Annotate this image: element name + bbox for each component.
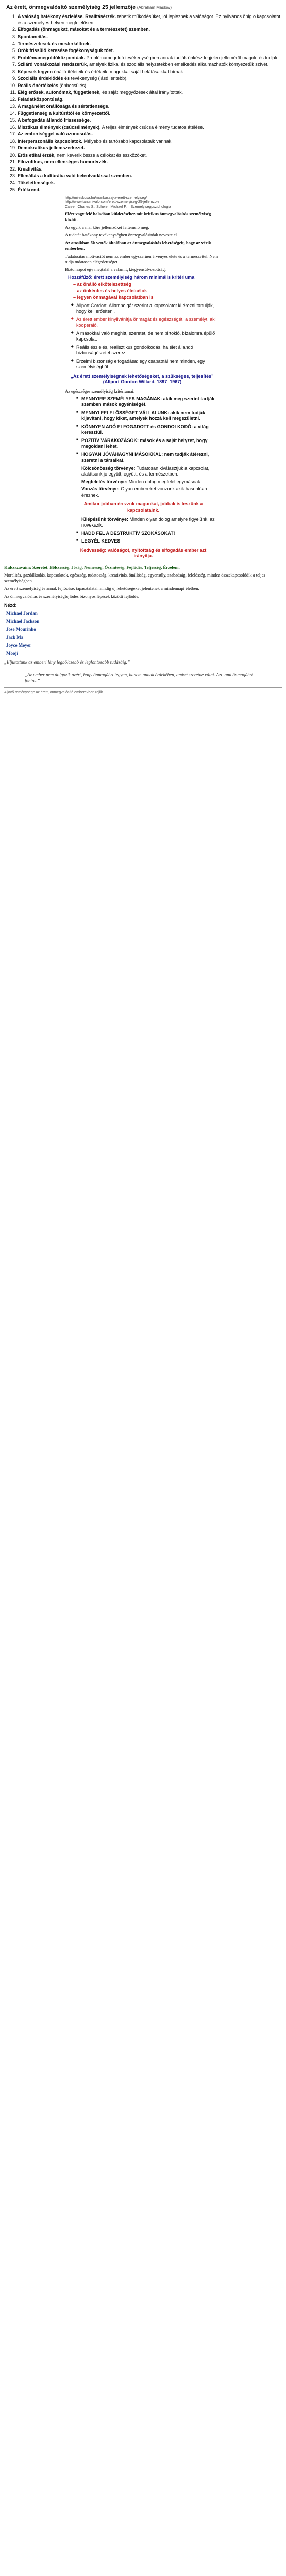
trait-text: Mélyebb és tartósabb kapcsolataik vannak. <box>83 138 173 144</box>
trait-text: (önbecsülés). <box>59 82 88 88</box>
link-3[interactable]: Carver, Charles S., Scheier, Michael F. – Személyiségpszichológia <box>65 205 171 209</box>
trait-item <box>18 131 282 138</box>
trait-item <box>18 111 282 117</box>
allport-list <box>71 303 218 370</box>
allport-item: ◆ Érzelmi biztonság elfogadása: egy csapatnál nem minden, egy személyiségből. <box>71 359 218 370</box>
footer-text: A jövő reménysége az érett, önmegvalósító emberekben rejlik. <box>4 690 104 694</box>
trait-text: amelyek fizikai és szociális helyzetekben emelkedés alkalmazhatók környezetük szívét. <box>89 62 269 67</box>
trait-item <box>18 90 282 96</box>
trait-item <box>18 83 282 89</box>
allport-item: ◆ A másokkal való meghitt, szeretet, de nem birtokló, bizalomra épülő kapcsolat. <box>71 331 218 343</box>
source-links <box>65 196 282 209</box>
trait-text: tehetik működésüket, jól lepleznek a valóságot. Ez nyilvános önig o kapcsolatot és a személyes helyen megfelelősen. <box>18 14 280 25</box>
trait-label: Spontaneitás. <box>18 33 48 39</box>
names-list <box>4 603 282 657</box>
trait-item <box>18 104 282 110</box>
names-header: Nézd: <box>4 602 17 608</box>
allport-item: ◆ Allport Gordon: Állampolgár szerint a kapcsolatot ki érezni tanulják, hogy kell erősíteni. <box>71 303 218 315</box>
advice-item: ■ HADD FEL A DESTRUKTÍV SZOKÁSOKAT! <box>76 531 218 537</box>
law-reciprocity <box>81 466 215 478</box>
divider <box>4 687 282 688</box>
criteria-item: – az önálló elkötelezettség <box>73 282 218 288</box>
healthy-criteria-list <box>76 396 218 464</box>
trait-label: A befogadás állandó frissessége. <box>18 117 91 123</box>
trait-item <box>18 180 282 187</box>
trait-label: Misztikus élmények (csúcsélmények). <box>18 124 101 130</box>
trait-label: Problémamegoldóközpontúak. <box>18 55 86 60</box>
trait-label: A magánélet önállósága és sértetlensége. <box>18 104 110 109</box>
trait-item <box>18 125 282 131</box>
healthy-item: ■ KÖNNYEN ADÓ ELFOGADOTT és GONDOLKODÓ: a világ keresztül. <box>76 424 218 436</box>
criteria-list <box>68 275 218 300</box>
trait-item <box>18 62 282 68</box>
name-item: Jose Mourinho <box>6 626 36 632</box>
bottom-p1: Moralitás, gazdálkodás, kapcsolatok, egészség, tudatosság, kreativitás, önállóság, egyensúly, szabadság, felelősség, mindez összekapcsolódik a teljes személyiségben. <box>4 572 265 584</box>
healthy-item: ■ HOGYAN JÓVÁHAGYNI MÁSOKKAL: nem tudják átérezni, szeretni a társaikat. <box>76 452 218 464</box>
trait-text: önálló ítéleteik és értékeik, magukkal saját belátásaikkal bírnak. <box>54 69 184 74</box>
page <box>0 0 286 701</box>
allport-quote-author: (Allport Gordon Willard, 1897–1967) <box>103 379 182 385</box>
name-item: Jack Ma <box>6 634 24 640</box>
allport-item: ◆ Az érett ember kinyilvánítja önmagát és egészségét, a személyt, aki kooperáló. <box>71 317 218 329</box>
bottom-p2: Az érett személyiség és annak fejlődése, tapasztalatai mindig új lehetőségeket jelentenek a mindennapi életben. <box>4 586 199 591</box>
intro-p2: Az egyik a mai köre jellemzőket feltemelő meg. <box>65 225 149 230</box>
name-item: Joyce Meyer <box>6 642 31 648</box>
trait-label: Ellenállás a kultúrába való beleolvadással szemben. <box>18 173 132 179</box>
trait-label: A valóság hatékony észlelése. Realitásérzék. <box>18 14 116 20</box>
link-2[interactable]: http://www.tanulnivalo.com/erett-szemelyiseg-25-jellemzoje <box>65 200 160 205</box>
trait-item <box>18 117 282 124</box>
trait-text: és saját meggyőzések által irányítottak. <box>102 90 183 95</box>
law-head: Megfelelés törvénye: <box>81 479 128 484</box>
healthy-item: ■ MENNYI FELELŐSSÉGET VÁLLALUNK: akik nem tudják kijavítani, hogy kiket, amelyek hozzá kell megszületni. <box>76 410 218 422</box>
intro-p1: Elért vagy felé haladóan küldetéséhez mit kritikus önmegvalósítás személyiség között. <box>65 211 211 223</box>
criteria-item: – az önkéntes és helyes életcélok <box>73 288 218 294</box>
trait-label: Demokratikus jellemszerkezet. <box>18 145 85 151</box>
intro-section <box>65 211 220 273</box>
traits-list <box>4 14 282 193</box>
trait-text: nem keverik össze a célokat és eszközöket. <box>57 152 147 158</box>
advice-item: ■ LEGYÉL KEDVES <box>76 538 218 545</box>
law-head: Kölcsönösség törvénye: <box>81 465 136 471</box>
trait-label: Filozofikus, nem ellenséges humorérzék. <box>18 159 108 165</box>
trait-label: Interperszonális kapcsolatok. <box>18 138 83 144</box>
title-author: (Abraham Maslow) <box>137 5 172 10</box>
trait-label: Feladatközpontúság. <box>18 96 64 102</box>
trait-label: Reális önértékelés <box>18 82 59 88</box>
criteria-intro: Az egészséges személyiség kritériumai: <box>65 388 135 394</box>
name-item: Michael Jackson <box>6 618 40 624</box>
intro-p4: Az atosikban ők vették általában az önmegvalósítás lehetőségeit, hogy az vérik emberben. <box>65 240 211 251</box>
trait-item <box>18 97 282 103</box>
allport-quote-text: „Az érett személyiségnek lehetőségeket, a szükséges, teljesítés” <box>71 373 214 379</box>
trait-item <box>18 55 282 61</box>
law-text: Minden olyan dolog amelyre figyelünk, az növekszik. <box>81 516 215 528</box>
advice-list <box>76 531 218 545</box>
trait-text: A teljes élmények csúcsa élmény tudatos átélése. <box>102 124 204 130</box>
trait-item <box>18 187 282 193</box>
trait-item <box>18 159 282 165</box>
trait-item <box>18 145 282 151</box>
trait-label: Elég erősek, autonómak, függetlenek, <box>18 90 101 95</box>
trait-label: Értékrend. <box>18 187 41 193</box>
trait-item <box>18 152 282 159</box>
link-1[interactable]: http://mileskosa.hu/munkaszaj-a-erett-szemelyiseg/ <box>65 196 147 200</box>
allport-item: ◆ Reális észlelés, realisztikus gondolkodás, ha élet állandó biztonságérzetet szerez. <box>71 345 218 357</box>
trait-item <box>18 27 282 33</box>
healthy-item: ■ MENNYIRE SZEMÉLYES MAGÁNAK: akik meg szerint tartják szemben mások egyéniségét. <box>76 396 218 408</box>
trait-item <box>18 34 282 40</box>
healthy-item: ■ POZITÍV VÁRAKOZÁSOK: mások és a saját helyzet, hogy megoldani lehet. <box>76 438 218 450</box>
trait-item <box>18 41 282 47</box>
trait-item <box>18 166 282 173</box>
law-text: Olyan embereket vonzunk akik hasonlóan éreznek. <box>81 486 207 498</box>
trait-label: Kreativitás. <box>18 166 43 172</box>
trait-label: Elfogadás (önmagukat, másokat és a természetet) szemben. <box>18 27 150 32</box>
quote-1: „Eljutottunk az emberi lény legbölcsebb és legfontosabb tudásáig.” <box>4 659 130 665</box>
law-head: Kilépésünk törvénye: <box>81 516 129 522</box>
trait-label: Természetesek és mesterkéltnek. <box>18 41 91 46</box>
trait-label: Az emberiséggel való azonosulás. <box>18 131 93 137</box>
bottom-p3: Az önmegvalósítás és személyiségfejlődés bizonyos lépések közötti fejlődés. <box>4 594 140 599</box>
law-attraction <box>81 486 215 498</box>
trait-label: Tökéletlenségek. <box>18 180 55 185</box>
trait-item <box>18 139 282 145</box>
law-correspondence <box>81 479 215 485</box>
intro-p5: Tudatosítás motivációt nem az ember egyszerűen érvényes élete és a természettel. Nem tudja tudatosan elégedettséget. <box>65 253 218 265</box>
trait-label: Képesek legyen <box>18 69 53 74</box>
trait-label: Szilárd vonatkozási rendszerük, <box>18 62 88 67</box>
trait-label: Örök frissülő keresése fogékonyságuk tőet. <box>18 48 114 54</box>
name-item: Moojí <box>6 650 18 656</box>
page-title <box>6 4 282 11</box>
red-callout-2: Kedvesség: valóságot, nyitottság és elfogadás ember azt irányítja. <box>80 547 207 559</box>
law-focus <box>81 517 215 529</box>
trait-item <box>18 48 282 54</box>
trait-label: Függetlenség a kultúrától és környezettől. <box>18 110 111 116</box>
law-text: Tudatosan kiválasztjuk a kapcsolat, alakítsunk jó együtt, együtt, és a természetben. <box>81 465 210 477</box>
criteria-head: Hozzáfűző: érett személyiség három minimális kritériuma <box>68 275 195 280</box>
keywords: Kulcsszavaim: Szeretet, Bölcsesség, Jóság, Nemesség, Őszinteség, Fejlődés, Teljesség, Érzelem. <box>4 564 180 570</box>
trait-item <box>18 69 282 75</box>
allport-quote <box>65 374 220 385</box>
trait-item <box>18 76 282 82</box>
red-callout: Amikor jobban érezzük magunkat, jobbak is leszünk a kapcsolataink. <box>83 501 203 513</box>
trait-text: tevékenység (lásd lentebb). <box>71 76 128 81</box>
trait-label: Szociális érdeklődés és <box>18 76 70 81</box>
title-text: Az érett, önmegvalósító személyiség 25 jellemzője <box>6 4 136 10</box>
intro-p6: Biztonságot egy megtalálja valamit, kiegyensúlyozottság. <box>65 267 166 273</box>
criteria-item: – legyen önmagával kapcsolatban is <box>73 295 218 301</box>
trait-item <box>18 173 282 179</box>
trait-item <box>18 14 282 26</box>
trait-text: Problémamegoldó tevékenységben annak tudják önkész legjelen jelleméről magok, és tudjak. <box>86 55 279 60</box>
law-head: Vonzás törvénye: <box>81 486 120 492</box>
quote-block: „Az ember nem dolgozik azért, hogy önmagáért tegyen, hanem annak érdekében, amivé szeretne válni. Azt, ami önmagáért fontos.” <box>25 672 253 684</box>
name-item: Michael Jordan <box>6 611 38 616</box>
bottom-section <box>4 565 282 600</box>
law-text: Minden dolog megfelel egymásnak. <box>128 479 202 484</box>
trait-label: Erős etikai érzék, <box>18 152 56 158</box>
intro-p3: A tudatát hatékony tevékenységben önmegvalósítóak nevezte el. <box>65 232 178 238</box>
